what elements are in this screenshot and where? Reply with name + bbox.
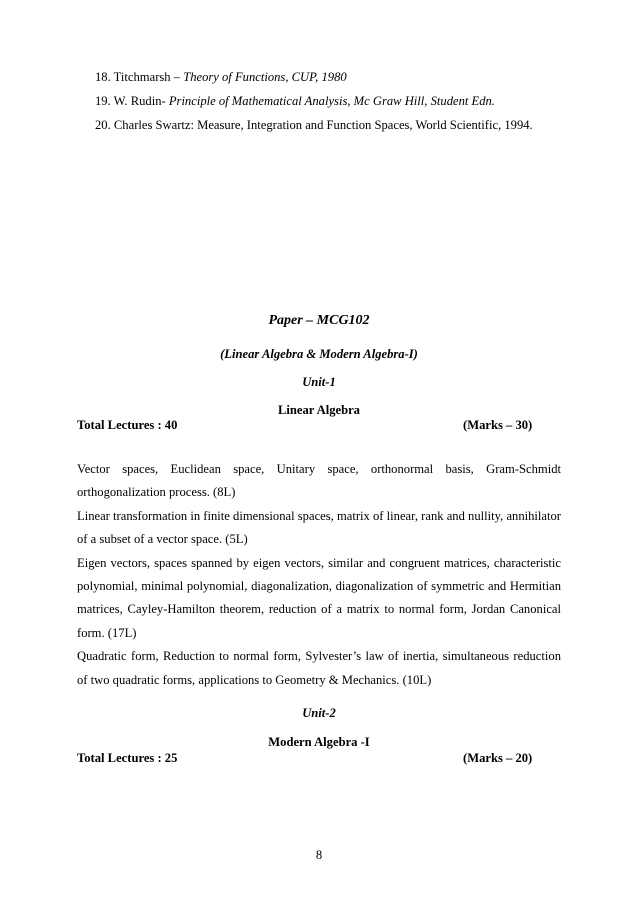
- reference-number: 19.: [95, 94, 111, 108]
- page-number: 8: [315, 848, 323, 862]
- reference-author: W. Rudin-: [113, 94, 166, 108]
- unit2-marks: (Marks – 20): [463, 751, 533, 765]
- reference-20: [95, 118, 533, 133]
- reference-number: 18.: [95, 70, 111, 84]
- unit2-name: Modern Algebra -I: [268, 735, 370, 749]
- reference-19: [95, 94, 495, 109]
- reference-18: [95, 70, 347, 85]
- reference-number: 20.: [95, 118, 111, 132]
- paper-subtitle: (Linear Algebra & Modern Algebra-I): [220, 347, 418, 361]
- unit1-syllabus: [77, 458, 561, 692]
- unit2-label: Unit-2: [302, 706, 336, 720]
- unit1-label: Unit-1: [302, 375, 336, 389]
- reference-title: Principle of Mathematical Analysis, Mc Graw Hill, Student Edn.: [168, 94, 495, 108]
- syllabus-paragraph: Quadratic form, Reduction to normal form, Sylvester’s law of inertia, simultaneous reduction of two quadratic forms, applications to Geometry & Mechanics. (10L): [77, 649, 561, 687]
- paper-title: Paper – MCG102: [268, 313, 370, 328]
- unit1-marks: (Marks – 30): [463, 418, 533, 432]
- syllabus-paragraph: Vector spaces, Euclidean space, Unitary space, orthonormal basis, Gram-Schmidt orthogonalization process. (8L): [77, 462, 561, 500]
- unit2-total-lectures: Total Lectures : 25: [77, 751, 178, 765]
- syllabus-paragraph: Linear transformation in finite dimensional spaces, matrix of linear, rank and nullity, annihilator of a subset of a vector space. (5L): [77, 508, 561, 547]
- reference-title: Theory of Functions, CUP, 1980: [183, 70, 347, 84]
- unit1-name: Linear Algebra: [278, 403, 360, 417]
- unit1-total-lectures: Total Lectures : 40: [77, 418, 178, 432]
- reference-author: Charles Swartz: Measure, Integration and Function Spaces, World Scientific, 1994.: [113, 118, 533, 132]
- syllabus-paragraph: Eigen vectors, spaces spanned by eigen vectors, similar and congruent matrices, characteristic polynomial, minimal polynomial, diagonalization, diagonalization of symmetric and Hermitian matrices, Cayley-Hamilton theorem, reduction of a matrix to normal form, Jordan Canonical form. (17L): [77, 555, 561, 640]
- reference-author: Titchmarsh –: [113, 70, 181, 84]
